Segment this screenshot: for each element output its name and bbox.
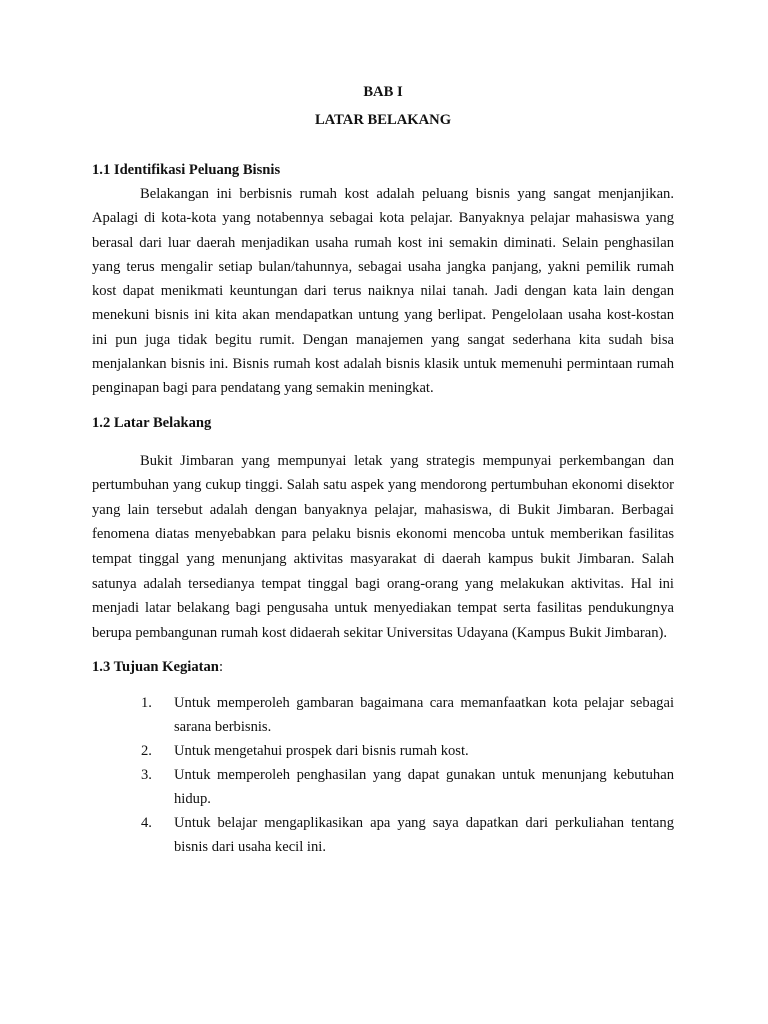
list-item-text: Untuk memperoleh penghasilan yang dapat gunakan untuk menunjang kebutuhan hidup. <box>174 767 674 808</box>
section-2-paragraph: Bukit Jimbaran yang mempunyai letak yang strategis mempunyai perkembangan dan pertumbuhan yang cukup tinggi. Salah satu aspek yang mendorong pertumbuhan ekonomi disektor yang lain tersebut adalah dengan banyaknya pelajar, mahasiswa, di Bukit Jimbaran. Berbagai fenomena diatas menyebabkan para pelaku bisnis ekonomi mencoba untuk memberikan fasilitas tempat tinggal yang menunjang aktivitas masyarakat di daerah kampus bukit Jimbaran. Salah satunya adalah tersedianya tempat tinggal bagi orang-orang yang melakukan aktivitas. Hal ini menjadi latar belakang bagi pengusaha untuk menyediakan tempat serta fasilitas pendukungnya berupa pembangunan rumah kost didaerah sekitar Universitas Udayana (Kampus Bukit Jimbaran). <box>92 452 674 641</box>
list-item-number: 3. <box>141 767 152 784</box>
list-item <box>92 811 674 859</box>
list-item <box>92 739 674 763</box>
section-3-heading-suffix: : <box>218 659 223 676</box>
list-item-text: Untuk mengetahui prospek dari bisnis rumah kost. <box>174 743 469 760</box>
list-item-number: 2. <box>141 743 152 760</box>
list-item-text: Untuk memperoleh gambaran bagaimana cara memanfaatkan kota pelajar sebagai sarana berbisnis. <box>174 695 674 736</box>
list-item <box>92 691 674 739</box>
list-item-number: 1. <box>141 695 152 712</box>
document-page <box>92 78 674 859</box>
section-1-paragraph: Belakangan ini berbisnis rumah kost adalah peluang bisnis yang sangat menjanjikan. Apalagi di kota-kota yang notabennya sebagai kota pelajar. Banyaknya pelajar mahasiswa yang berasal dari luar daerah menjadikan usaha rumah kost ini semakin diminati. Selain penghasilan yang terus mengalir setiap bulan/tahunnya, sebagai usaha jangka panjang, yakni pemilik rumah kost dapat menikmati keuntungan dari terus naiknya nilai tanah. Jadi dengan kata lain dengan menekuni bisnis ini kita akan mendapatkan untung yang berlipat. Pengelolaan usaha kost-kostan ini pun juga tidak begitu rumit. Dengan manajemen yang sangat sederhana kita sudah bisa menjalankan bisnis ini. Bisnis rumah kost adalah bisnis klasik untuk memenuhi permintaan rumah penginapan bagi para pendatang yang semakin meningkat. <box>92 186 674 397</box>
section-2-heading: 1.2 Latar Belakang <box>92 414 212 431</box>
section-1-heading: 1.1 Identifikasi Peluang Bisnis <box>92 162 281 178</box>
list-item-number: 4. <box>141 815 152 832</box>
section-3-heading-wrapper <box>92 655 674 679</box>
objectives-list <box>92 691 674 859</box>
list-item-text: Untuk belajar mengaplikasikan apa yang saya dapatkan dari perkuliahan tentang bisnis dari usaha kecil ini. <box>174 815 674 856</box>
list-item <box>92 763 674 811</box>
chapter-number: BAB I <box>363 84 403 100</box>
chapter-title: LATAR BELAKANG <box>314 112 452 128</box>
section-3-heading: 1.3 Tujuan Kegiatan <box>92 659 219 676</box>
